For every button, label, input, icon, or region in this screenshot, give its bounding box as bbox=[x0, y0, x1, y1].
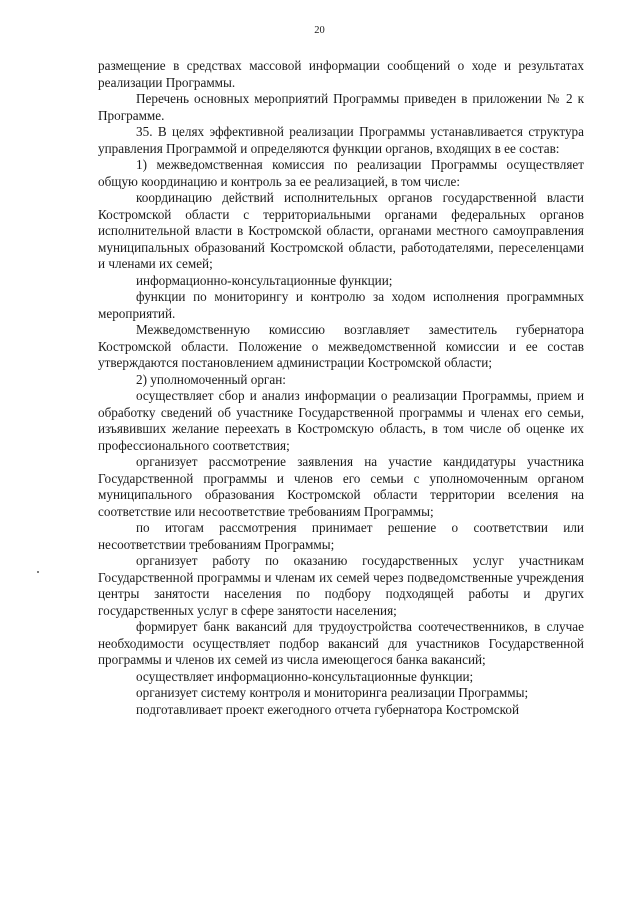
page-number: 20 bbox=[314, 25, 325, 36]
paragraph-collects-information: осуществляет сбор и анализ информации о реализации Программы, прием и обработку сведений об участнике Государственной программы и членах его семьи, изъявивших желание переехать в Костромскую область, в том числе об оценке их профессионального соответствия; bbox=[98, 388, 584, 453]
paragraph-decision: по итогам рассмотрения принимает решение о соответствии или несоответствии требованиям Программы; bbox=[98, 520, 584, 552]
paragraph-vacancy-bank: формирует банк вакансий для трудоустройства соотечественников, в случае необходимости осуществляет подбор вакансий для участников Государственной программы и членов их семей из числа имеющегося банка вакансий; bbox=[98, 619, 584, 667]
paragraph-media-publication: размещение в средствах массовой информации сообщений о ходе и результатах реализации Программы. bbox=[98, 58, 584, 90]
paragraph-35-management-structure: 35. В целях эффективной реализации Программы устанавливается структура управления Программой и определяются функции органов, входящих в ее состав: bbox=[98, 124, 584, 156]
paragraph-interagency-commission: 1) межведомственная комиссия по реализации Программы осуществляет общую координацию и контроль за ее реализацией, в том числе: bbox=[98, 157, 584, 189]
margin-mark bbox=[37, 571, 39, 573]
paragraph-organizes-review: организует рассмотрение заявления на участие кандидатуры участника Государственной программы и членов его семьи с уполномоченным органом муниципального образования Костромской области территории вселения на соответствие или несоответствие требованиям Программы; bbox=[98, 454, 584, 519]
paragraph-info-consulting: информационно-консультационные функции; bbox=[136, 272, 393, 288]
paragraph-monitoring-functions: функции по мониторингу и контролю за ходом исполнения программных мероприятий. bbox=[98, 289, 584, 321]
paragraph-authorized-body: 2) уполномоченный орган: bbox=[136, 371, 286, 387]
paragraph-state-services: организует работу по оказанию государственных услуг участникам Государственной программы и членам их семей через подведомственные учреждения центры занятости населения по подбору подходящей работы и других государственных услуг в сфере занятости населения; bbox=[98, 553, 584, 618]
paragraph-annual-report: подготавливает проект ежегодного отчета губернатора Костромской bbox=[136, 701, 520, 717]
paragraph-coordination: координацию действий исполнительных органов государственной власти Костромской области с территориальными органами федеральных органов исполнительной власти в Костромской области, органами местного самоуправления муниципальных образований Костромской области, работодателями, переселенцами и членами их семей; bbox=[98, 190, 584, 271]
document-body bbox=[98, 58, 584, 718]
paragraph-info-functions: осуществляет информационно-консультационные функции; bbox=[136, 668, 474, 684]
paragraph-control-system: организует систему контроля и мониторинга реализации Программы; bbox=[136, 685, 529, 700]
paragraph-commission-head: Межведомственную комиссию возглавляет заместитель губернатора Костромской области. Положение о межведомственной комиссии и ее состав утверждаются постановлением администрации Костромской области; bbox=[98, 322, 584, 370]
paragraph-measures-list: Перечень основных мероприятий Программы приведен в приложении № 2 к Программе. bbox=[98, 91, 584, 123]
